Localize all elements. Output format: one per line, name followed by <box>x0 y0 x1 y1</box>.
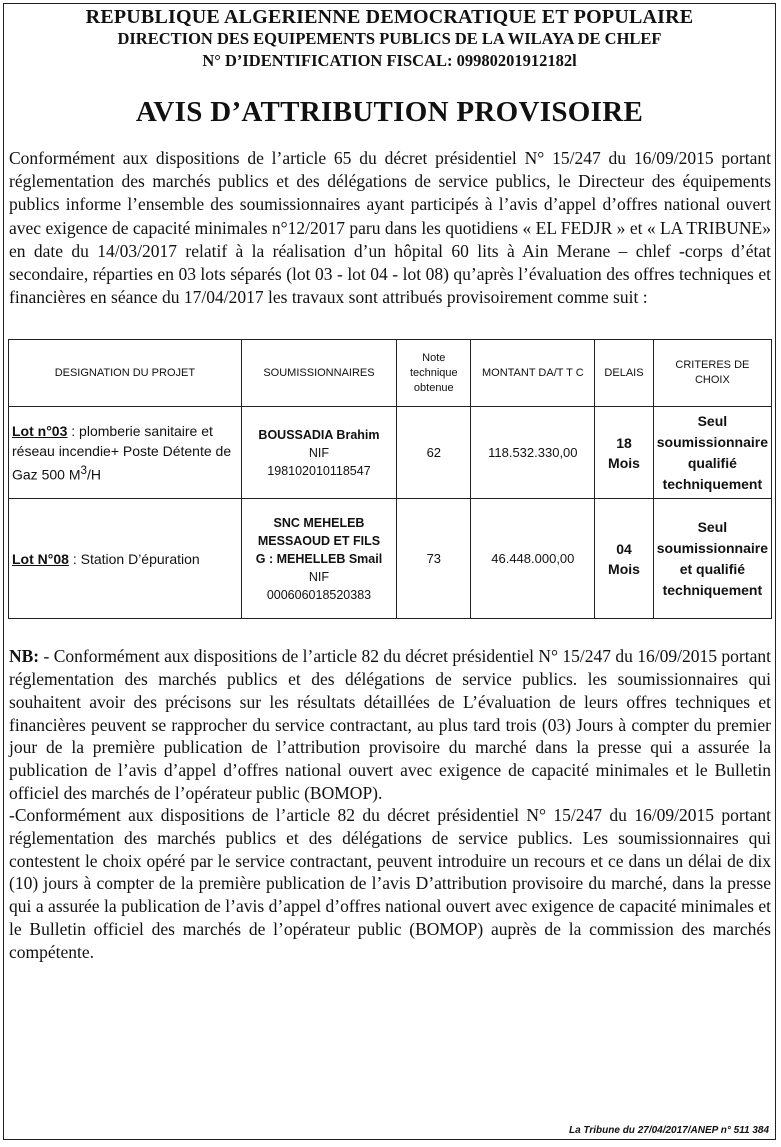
row2-delais-n: 04 <box>616 540 632 557</box>
header-fiscal-id: N° D’IDENTIFICATION FISCAL: 09980201912182l <box>202 51 577 70</box>
intro-paragraph: Conformément aux dispositions de l’article 65 du décret présidentiel N° 15/247 du 16/09/2015 portant réglementation des marchés publics et des délégations de service publics, le Directeur des équipements publics informe l’ensemble des soumissionnaires ayant participés à l’avis d’appel d’offres national ouvert avec exigence de capacité minimales n°12/2017 paru dans les quotidiens « EL FEDJR » et « LA TRIBUNE» en date du 14/03/2017 relatif à la réalisation d’un hôpital 60 lits à Ain Merane – chlef -corps d’état secondaire, réparties en 03 lots séparés (lot 03 - lot 04 - lot 08) qu’après l’évaluation des offres techniques et financières en séance du 17/04/2017 les travaux sont attribués provisoirement comme suit : <box>9 148 771 308</box>
row2-soum-name: SNC MEHELEB MESSAOUD ET FILS <box>257 515 381 548</box>
table-row <box>9 407 772 499</box>
row1-nif: 198102010118547 <box>267 463 371 478</box>
row2-montant: 46.448.000,00 <box>471 499 595 619</box>
nb-label: NB: <box>9 646 40 667</box>
col-montant: MONTANT DA/T T C <box>471 340 595 407</box>
row1-designation-text: : plomberie sanitaire et réseau incendie+ Poste Détente de Gaz 500 M <box>12 423 232 483</box>
row2-soum-manager: G : MEHELLEB Smail <box>255 551 383 566</box>
table-row <box>9 499 772 619</box>
col-criteres: CRITERES DE CHOIX <box>653 340 771 407</box>
page-title: AVIS D’ATTRIBUTION PROVISOIRE <box>135 96 644 128</box>
row2-delais <box>595 499 654 619</box>
row1-soumissionnaire <box>241 407 396 499</box>
table-header-row <box>9 340 772 407</box>
row1-nif-label: NIF <box>308 445 330 460</box>
col-delais: DELAIS <box>595 340 654 407</box>
row2-soumissionnaire <box>241 499 396 619</box>
announcement-page <box>3 3 776 1140</box>
row2-designation-text: : Station D’épuration <box>68 550 200 567</box>
row1-delais-u: Mois <box>608 454 640 471</box>
col-designation: DESIGNATION DU PROJET <box>9 340 242 407</box>
row2-lot: Lot N°08 <box>12 550 69 567</box>
row1-designation-sup: 3 <box>80 464 87 478</box>
row1-criteres: Seul soumissionnaire qualifié techniquement <box>653 407 771 499</box>
nb-paragraph-2: -Conformément aux dispositions de l’article 82 du décret présidentiel N° 15/247 du 16/09/2015 portant réglementation des marchés publics et des délégations de service publics. Les soumissionnaires qui contestent le choix opéré par le service contractant, peuvent introduire un recours et ce dans un délai de dix (10) jours à compter de la première publication de l’avis D’attribution provisoire du marché, dans la presse qui a assurée la publication de l’avis d’appel d’offres national ouvert avec exigence de capacité minimales et le Bulletin officiel des marchés de l’opérateur public (BOMOP) auprès de la commission des marchés compétente. <box>9 805 771 962</box>
row1-designation <box>9 407 242 499</box>
col-soumissionnaires: SOUMISSIONNAIRES <box>241 340 396 407</box>
row1-designation-end: /H <box>86 466 101 483</box>
row2-designation <box>9 499 242 619</box>
row1-lot: Lot n°03 <box>12 423 68 440</box>
col-note: Note technique obtenue <box>397 340 471 407</box>
row1-montant: 118.532.330,00 <box>471 407 595 499</box>
row1-delais-n: 18 <box>616 434 632 451</box>
row1-delais <box>595 407 654 499</box>
attribution-table-wrap <box>8 339 771 619</box>
nb-paragraph-1 <box>9 645 771 804</box>
attribution-table <box>8 339 772 619</box>
row2-nif-label: NIF <box>308 569 330 584</box>
row1-soum-name: BOUSSADIA Brahim <box>258 427 380 442</box>
row2-nif: 000606018520383 <box>266 587 372 602</box>
publication-footer: La Tribune du 27/04/2017/ANEP n° 511 384 <box>568 1125 769 1136</box>
row1-note: 62 <box>397 407 471 499</box>
row2-criteres: Seul soumissionnaire et qualifié techniquement <box>653 499 771 619</box>
row2-note: 73 <box>397 499 471 619</box>
nb-text-1: - Conformément aux dispositions de l’article 82 du décret présidentiel N° 15/247 du 16/09/2015 portant réglementation des marchés publics et des délégations de service publics. les soumissionnaires qui souhaitent avoir des précisons sur les résultats détaillées de L’évaluation de leurs offres techniques et financières peuvent se rapprocher du service contractant, au plus tard trois (03) Jours à compter du premier jour de la première publication de l’attribution provisoire du marché dans la presse qui a assurée la publication de l’avis d’appel d’offres national ouvert avec exigence de capacité minimales et le Bulletin officiel des marchés de l’opérateur public (BOMOP). <box>9 646 771 803</box>
row2-delais-u: Mois <box>608 560 640 577</box>
header-republic: REPUBLIQUE ALGERIENNE DEMOCRATIQUE ET POPULAIRE <box>85 6 694 28</box>
header-direction: DIRECTION DES EQUIPEMENTS PUBLICS DE LA WILAYA DE CHLEF <box>117 29 662 48</box>
